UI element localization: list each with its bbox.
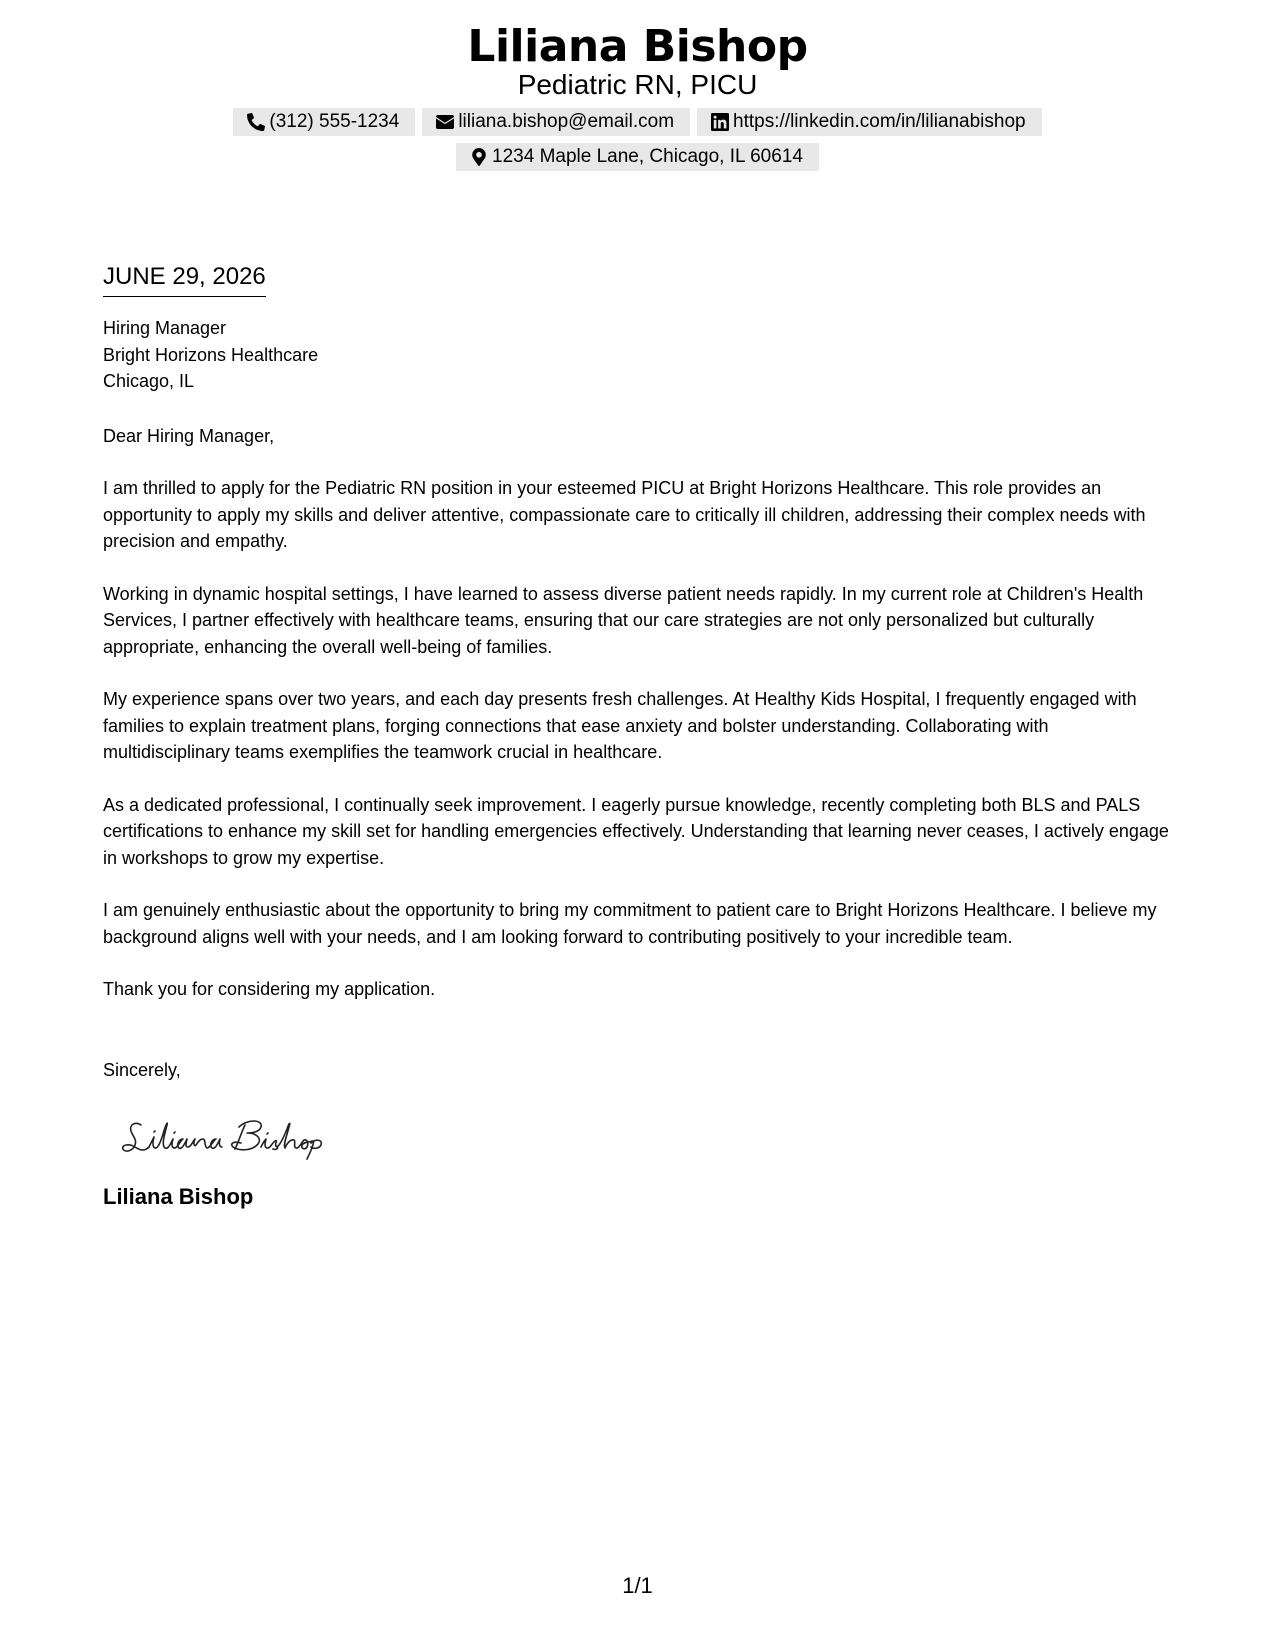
recipient-line: Chicago, IL bbox=[103, 371, 195, 391]
recipient-block bbox=[103, 315, 1173, 395]
closing: Sincerely, bbox=[103, 1059, 181, 1080]
applicant-title: Pediatric RN, PICU bbox=[517, 69, 758, 100]
signer-name: Liliana Bishop bbox=[103, 1184, 254, 1209]
phone-text: (312) 555-1234 bbox=[269, 111, 400, 132]
recipient-line: Bright Horizons Healthcare bbox=[103, 344, 319, 365]
applicant-name: Liliana Bishop bbox=[467, 21, 808, 72]
body-paragraph: I am genuinely enthusiastic about the opportunity to bring my commitment to patient care to Bright Horizons Healthcare. I believe my background aligns well with your needs, and I am looking forward to contributing positively to your incredible team. bbox=[103, 900, 1157, 947]
letter-header bbox=[0, 20, 1275, 171]
linkedin-contact[interactable] bbox=[697, 108, 1042, 136]
phone-icon bbox=[247, 113, 265, 131]
email-contact[interactable] bbox=[422, 108, 690, 136]
address-contact bbox=[456, 143, 819, 171]
salutation: Dear Hiring Manager, bbox=[103, 425, 275, 446]
linkedin-text: https://linkedin.com/in/lilianabishop bbox=[733, 111, 1026, 132]
address-text: 1234 Maple Lane, Chicago, IL 60614 bbox=[492, 146, 803, 167]
signature-image bbox=[121, 1111, 351, 1161]
email-text: liliana.bishop@email.com bbox=[458, 111, 675, 132]
phone-contact[interactable] bbox=[233, 108, 415, 136]
body-paragraph: Thank you for considering my application. bbox=[103, 979, 436, 999]
letter-body bbox=[103, 262, 1173, 1211]
body-paragraph: I am thrilled to apply for the Pediatric RN position in your esteemed PICU at Bright Horizons Healthcare. This role provides an opportunity to apply my skills and deliver attentive, compassionate care to critically ill children, addressing their complex needs with precision and empathy. bbox=[103, 478, 1146, 551]
map-marker-icon bbox=[470, 148, 488, 166]
page-number: 1/1 bbox=[622, 1573, 653, 1598]
handwritten-signature bbox=[121, 1111, 1173, 1161]
linkedin-icon bbox=[711, 113, 729, 131]
body-paragraph: Working in dynamic hospital settings, I have learned to assess diverse patient needs rapidly. In my current role at Children's Health Services, I partner effectively with healthcare teams, ensuring that our care strategies are not only personalized but culturally appropriate, enhancing the overall well-being of families. bbox=[103, 583, 1144, 657]
body-paragraph: My experience spans over two years, and each day presents fresh challenges. At Healthy Kids Hospital, I frequently engaged with families to explain treatment plans, forging connections that ease anxiety and bolster understanding. Collaborating with multidisciplinary teams exemplifies the teamwork crucial in healthcare. bbox=[103, 689, 1137, 762]
body-paragraph: As a dedicated professional, I continually seek improvement. I eagerly pursue knowledge, recently completing both BLS and PALS certifications to enhance my skill set for handling emergencies effectively. Understanding that learning never ceases, I actively engage in workshops to grow my expertise. bbox=[103, 794, 1169, 868]
contact-row-secondary bbox=[0, 143, 1275, 171]
contact-row-primary bbox=[0, 108, 1275, 136]
letter-date: JUNE 29, 2026 bbox=[103, 262, 266, 297]
recipient-line: Hiring Manager bbox=[103, 318, 227, 338]
envelope-icon bbox=[436, 113, 454, 131]
